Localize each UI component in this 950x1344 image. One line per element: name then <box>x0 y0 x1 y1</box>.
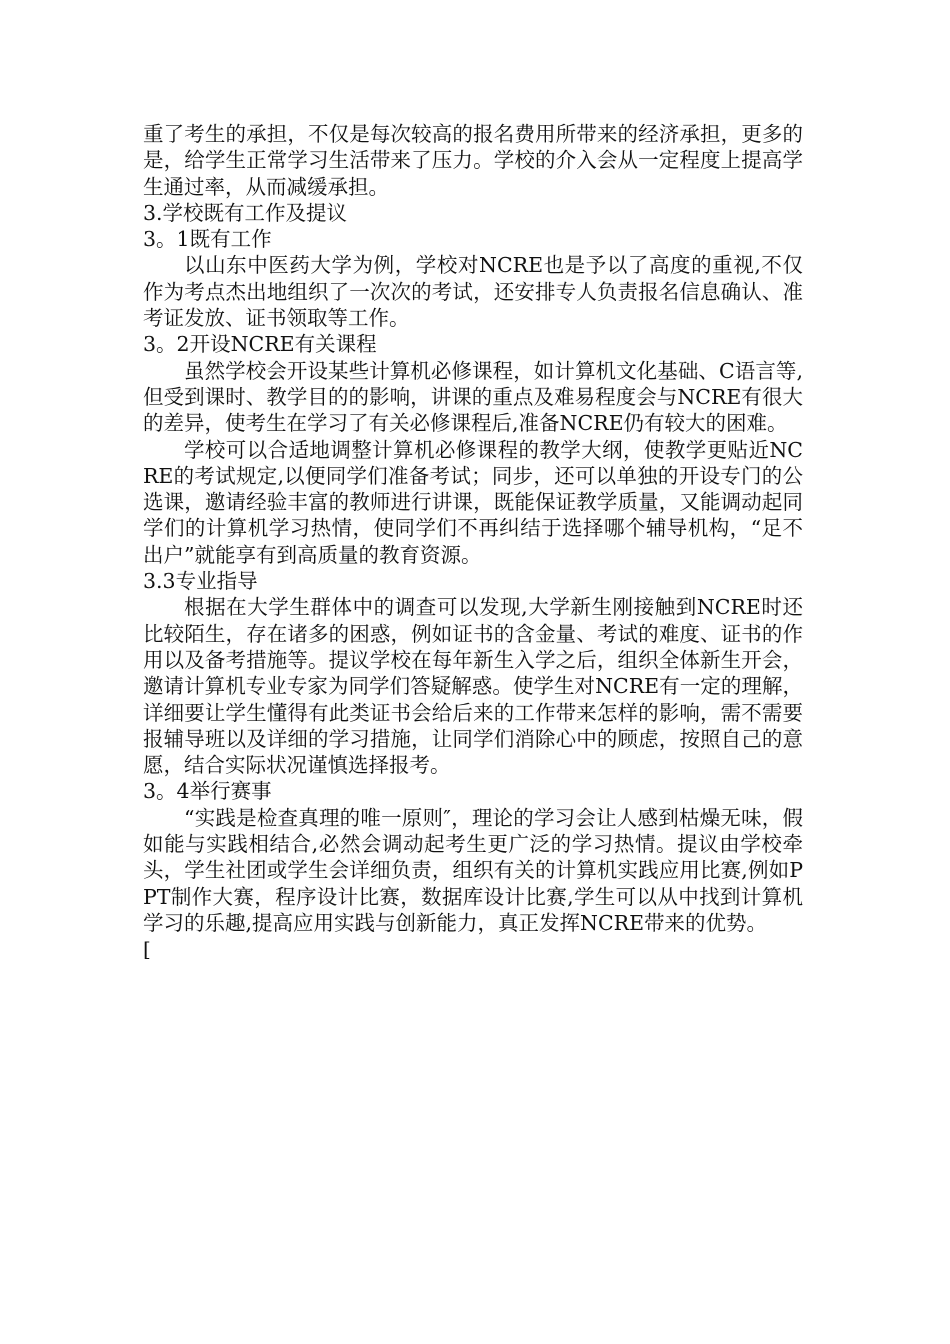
paragraph-3-1: 以山东中医药大学为例，学校对NCRE也是予以了高度的重视,不仅作为考点杰出地组织了一次次的考试，还安排专人负责报名信息确认、准考证发放、证书领取等工作。 <box>143 253 803 331</box>
paragraph-continued: 重了考生的承担，不仅是每次较高的报名费用所带来的经济承担，更多的是，给学生正常学习生活带来了压力。学校的介入会从一定程度上提高学生通过率，从而减缓承担。 <box>143 122 803 199</box>
section-heading-3: 3.学校既有工作及提议 <box>143 200 348 225</box>
trailing-bracket: [ <box>143 937 151 962</box>
subsection-heading-3-4: 3。4举行赛事 <box>143 779 272 804</box>
paragraph-3-3: 根据在大学生群体中的调查可以发现,大学新生刚接触到NCRE时还比较陌生，存在诸多的困惑，例如证书的含金量、考试的难度、证书的作用以及备考措施等。提议学校在每年新生入学之后，组织全体新生开会，邀请计算机专业专家为同学们答疑解惑。使学生对NCRE有一定的理解，详细要让学生懂得有此类证书会给后来的工作带来怎样的影响，需不需要报辅导班以及详细的学习措施，让同学们消除心中的顾虑，按照自己的意愿，结合实际状况谨慎选择报考。 <box>143 595 803 778</box>
subsection-heading-3-3: 3.3专业指导 <box>143 569 258 594</box>
paragraph-3-4: “实践是检查真理的唯一原则″，理论的学习会让人感到枯燥无味，假如能与实践相结合,必然会调动起考生更广泛的学习热情。提议由学校牵头，学生社团或学生会详细负责，组织有关的计算机实践应用比赛,例如PPT制作大赛，程序设计比赛，数据库设计比赛,学生可以从中找到计算机学习的乐趣,提高应用实践与创新能力，真正发挥NCRE带来的优势。 <box>143 805 803 935</box>
subsection-heading-3-1: 3。1既有工作 <box>143 227 272 252</box>
paragraph-3-2-a: 虽然学校会开设某些计算机必修课程，如计算机文化基础、C语言等,但受到课时、教学目的的影响，讲课的重点及难易程度会与NCRE有很大的差异，使考生在学习了有关必修课程后,准备NCRE仍有较大的困难。 <box>143 358 803 436</box>
subsection-heading-3-2: 3。2开设NCRE有关课程 <box>143 332 377 357</box>
document-body <box>143 121 803 962</box>
paragraph-3-2-b: 学校可以合适地调整计算机必修课程的教学大纲，使教学更贴近NCRE的考试规定,以便同学们准备考试；同步，还可以单独的开设专门的公选课，邀请经验丰富的教师进行讲课，既能保证教学质量，又能调动起同学们的计算机学习热情，使同学们不再纠结于选择哪个辅导机构，“足不出户”就能享有到高质量的教育资源。 <box>143 437 803 567</box>
